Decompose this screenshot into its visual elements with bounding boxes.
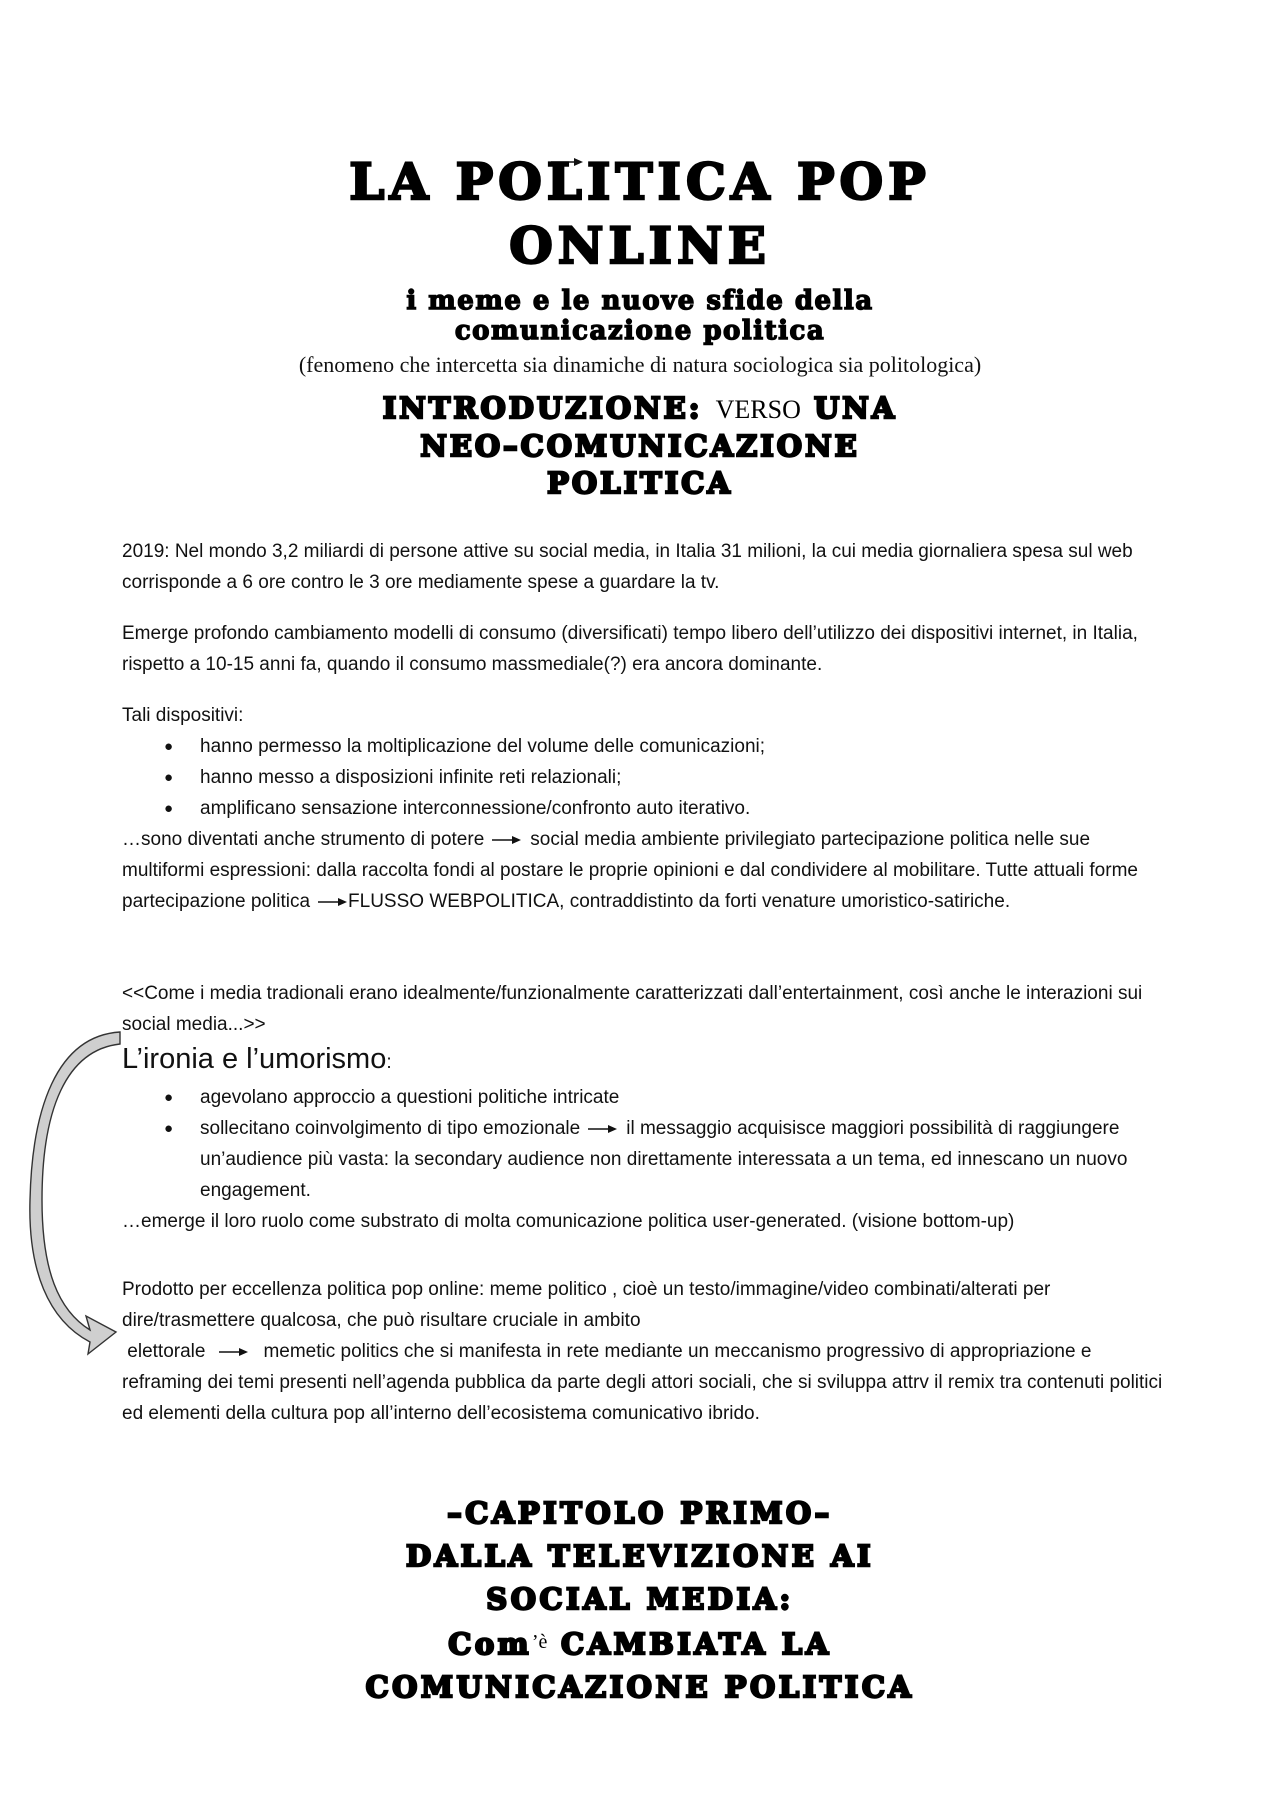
- irony-list: [122, 1082, 1172, 1206]
- intro-line-2: NEO–COMUNICAZIONE: [420, 429, 860, 463]
- paragraph-stats: 2019: Nel mondo 3,2 miliardi di persone attive su social media, in Italia 31 milioni, la cui media giornaliera spesa sul web corrisponde a 6 ore contro le 3 ore mediamente spese a guardare la tv.: [122, 541, 1133, 593]
- page-subtitle: [0, 286, 1280, 346]
- chapter-line-1: –CAPITOLO PRIMO–: [447, 1496, 833, 1530]
- power-text-b: social media ambiente privilegiato partecipazione politica nelle sue multiformi espressioni: dalla raccolta fondi al postare le proprie opinioni e dal condividere al mobilitare. Tutte attuali forme partecipazione politica: [122, 829, 1138, 912]
- intro-word-1: INTRODUZIONE:: [382, 391, 703, 425]
- chapter-line-3: SOCIAL MEDIA:: [486, 1582, 794, 1616]
- irony-item-text-a: sollecitano coinvolgimento di tipo emozionale: [200, 1118, 581, 1139]
- intro-line-3: POLITICA: [547, 466, 733, 500]
- list-item: ● amplificano sensazione interconnessione/confronto auto iterativo.: [122, 793, 1172, 824]
- title-line-1: LA POLITICA POP: [349, 152, 931, 211]
- meme-text-c: memetic politics che si manifesta in rete mediante un meccanismo progressivo di appropriazione e reframing dei temi presenti nell’agenda pubblica da parte degli attori sociali, che si sviluppa attrv il remix tra contenuti politici ed elementi della cultura pop all’interno dell’ecosistema comunicativo ibrido.: [122, 1341, 1163, 1424]
- body-block-4: [122, 978, 1172, 1237]
- paragraph-meme: [122, 1274, 1172, 1429]
- arrow-right-icon: [588, 1124, 618, 1134]
- title-line-2: ONLINE: [509, 216, 771, 275]
- list-item: ● hanno permesso la moltiplicazione del volume delle comunicazioni;: [122, 731, 1172, 762]
- power-text-c: FLUSSO WEBPOLITICA, contraddistinto da forti venature umoristico-satiriche.: [348, 891, 1011, 912]
- irony-heading: [122, 1040, 1172, 1082]
- chapter-heading: [0, 1492, 1280, 1709]
- intro-word-2: VERSO: [715, 395, 801, 424]
- paragraph-consumption: Emerge profondo cambiamento modelli di consumo (diversificati) tempo libero dell’utilizzo dei dispositivi internet, in Italia, rispetto a 10-15 anni fa, quando il consumo massmediale(?) era ancora dominante.: [122, 623, 1138, 675]
- page-title: [0, 150, 1280, 278]
- quote-paragraph: <<Come i media tradionali erano idealmente/funzionalmente caratterizzati dall’entertainment, così anche le interazioni sui social media...>>: [122, 983, 1143, 1035]
- meme-text-b: elettorale: [127, 1341, 206, 1362]
- devices-list: [122, 731, 1172, 824]
- list-item: ● agevolano approccio a questioni politiche intricate: [122, 1082, 1172, 1113]
- body-block-5: [122, 1274, 1172, 1429]
- list-item: ● hanno messo a disposizioni infinite reti relazionali;: [122, 762, 1172, 793]
- power-text-a: …sono diventati anche strumento di potere: [122, 829, 485, 850]
- paragraph-devices-intro: Tali dispositivi:: [122, 705, 244, 726]
- irony-heading-text: L’ironia e l’umorismo: [122, 1043, 387, 1075]
- body-block-2: [122, 618, 1172, 680]
- irony-heading-colon: :: [386, 1052, 392, 1073]
- chapter-line-4c: CAMBIATA LA: [561, 1627, 832, 1661]
- irony-item-text-b: il messaggio acquisisce maggiori possibilità di raggiungere un’audience più vasta: la secondary audience non direttamente interessata a un tema, ed innescano un nuovo engagement.: [200, 1118, 1128, 1201]
- arrow-right-icon: [318, 897, 348, 907]
- body-block-3: [122, 700, 1172, 917]
- arrow-right-icon: [219, 1347, 249, 1357]
- paragraph-bottom-up: …emerge il loro ruolo come substrato di molta comunicazione politica user-generated. (visione bottom-up): [122, 1211, 1015, 1232]
- chapter-line-4a: Com: [448, 1627, 532, 1661]
- subtitle-note: (fenomeno che intercetta sia dinamiche di natura sociologica sia politologica): [298, 352, 982, 377]
- chapter-line-2: DALLA TELEVIZIONE AI: [405, 1539, 875, 1573]
- arrow-right-icon: [492, 835, 522, 845]
- chapter-line-5: COMUNICAZIONE POLITICA: [365, 1670, 915, 1704]
- meme-text-a: Prodotto per eccellenza politica pop online: meme politico , cioè un testo/immagine/video combinati/alterati per dire/trasmettere qualcosa, che può risultare cruciale in ambito: [122, 1279, 1051, 1331]
- body-block-1: [122, 536, 1172, 598]
- intro-heading: [0, 390, 1280, 502]
- chapter-line-4b: ’è: [531, 1631, 548, 1653]
- subtitle-line-2: comunicazione politica: [454, 316, 826, 346]
- intro-word-3: UNA: [813, 391, 898, 425]
- paragraph-power: [122, 824, 1172, 917]
- list-item: [122, 1113, 1172, 1206]
- curved-arrow-icon: [28, 1030, 128, 1360]
- subtitle-line-1: i meme e le nuove sfide della: [406, 286, 874, 316]
